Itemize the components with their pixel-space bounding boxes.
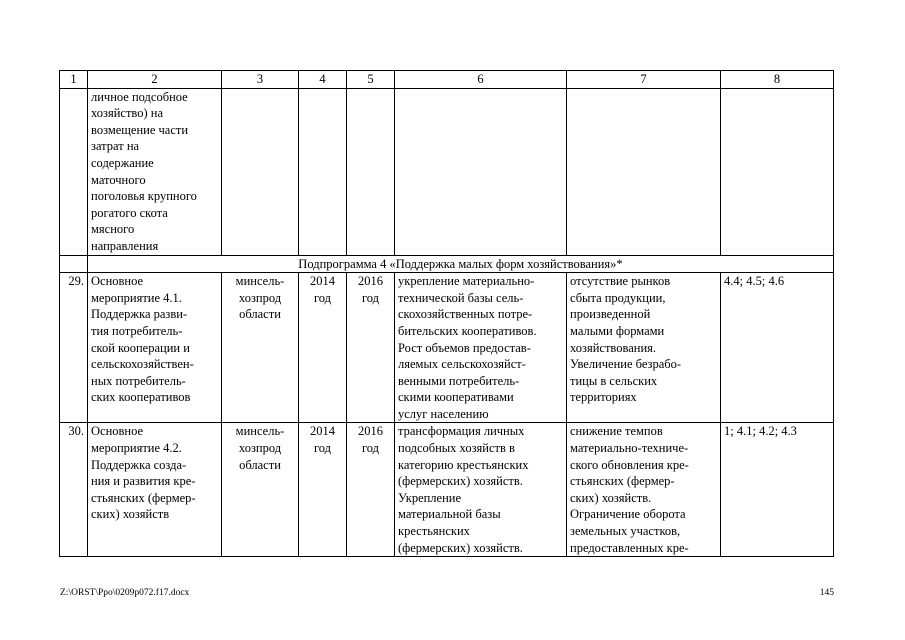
event-cell: Основное мероприятие 4.2. Поддержка созда- ния и развития кре- стьянских (фермер- ских) хозяйств xyxy=(88,423,222,557)
footer-file-path: Z:\ORST\Ppo\0209p072.f17.docx xyxy=(60,588,190,598)
table-cell xyxy=(567,88,721,255)
result-cell: укрепление материально- технической базы сель- скохозяйственных потре- бительских кооперативов. Рост объемов предостав- ляемых сельскохозяйст- венными потребитель- скими кооперативами услуг населению xyxy=(395,273,567,423)
result-cell: трансформация личных подсобных хозяйств в категорию крестьянских (фермерских) хозяйств. Укрепление материальной базы крестьянских (фермерских) хозяйств. xyxy=(395,423,567,557)
subprogram-row xyxy=(60,255,834,273)
table-cell xyxy=(60,255,88,273)
header-cell: 5 xyxy=(347,71,395,89)
table-row xyxy=(60,423,834,557)
event-cell: Основное мероприятие 4.1. Поддержка разви- тия потребитель- ской кооперации и сельскохозяйствен- ных потребитель- ских кооперативов xyxy=(88,273,222,423)
consequences-cell: отсутствие рынков сбыта продукции, произведенной малыми формами хозяйствования. Увеличение безрабо- тицы в сельских территориях xyxy=(567,273,721,423)
row-number: 29. xyxy=(60,273,88,423)
header-cell: 7 xyxy=(567,71,721,89)
row-number: 30. xyxy=(60,423,88,557)
table-cell xyxy=(60,88,88,255)
subprogram-title: Подпрограмма 4 «Поддержка малых форм хозяйствования»* xyxy=(88,255,834,273)
start-year-cell: 2014 год xyxy=(299,273,347,423)
table-cell xyxy=(222,88,299,255)
table-row xyxy=(60,273,834,423)
end-year-cell: 2016 год xyxy=(347,273,395,423)
header-cell: 2 xyxy=(88,71,222,89)
executor-cell: минсель- хозпрод области xyxy=(222,273,299,423)
indicators-cell: 4.4; 4.5; 4.6 xyxy=(721,273,834,423)
table-cell xyxy=(395,88,567,255)
consequences-cell: снижение темпов материально-техниче- ского обновления кре- стьянских (фермер- ских) хозяйств. Ограничение оборота земельных участков, предоставленных кре- xyxy=(567,423,721,557)
table-cell xyxy=(299,88,347,255)
table-cell xyxy=(721,88,834,255)
header-cell: 8 xyxy=(721,71,834,89)
table-header-row xyxy=(60,71,834,89)
header-cell: 4 xyxy=(299,71,347,89)
program-table xyxy=(59,70,834,557)
end-year-cell: 2016 год xyxy=(347,423,395,557)
table-cell xyxy=(347,88,395,255)
table-cell-event: личное подсобное хозяйство) на возмещение части затрат на содержание маточного поголовья крупного рогатого скота мясного направления xyxy=(88,88,222,255)
executor-cell: минсель- хозпрод области xyxy=(222,423,299,557)
page-number: 145 xyxy=(819,588,834,598)
indicators-cell: 1; 4.1; 4.2; 4.3 xyxy=(721,423,834,557)
header-cell: 3 xyxy=(222,71,299,89)
table-row-continuation xyxy=(60,88,834,255)
header-cell: 1 xyxy=(60,71,88,89)
header-cell: 6 xyxy=(395,71,567,89)
start-year-cell: 2014 год xyxy=(299,423,347,557)
